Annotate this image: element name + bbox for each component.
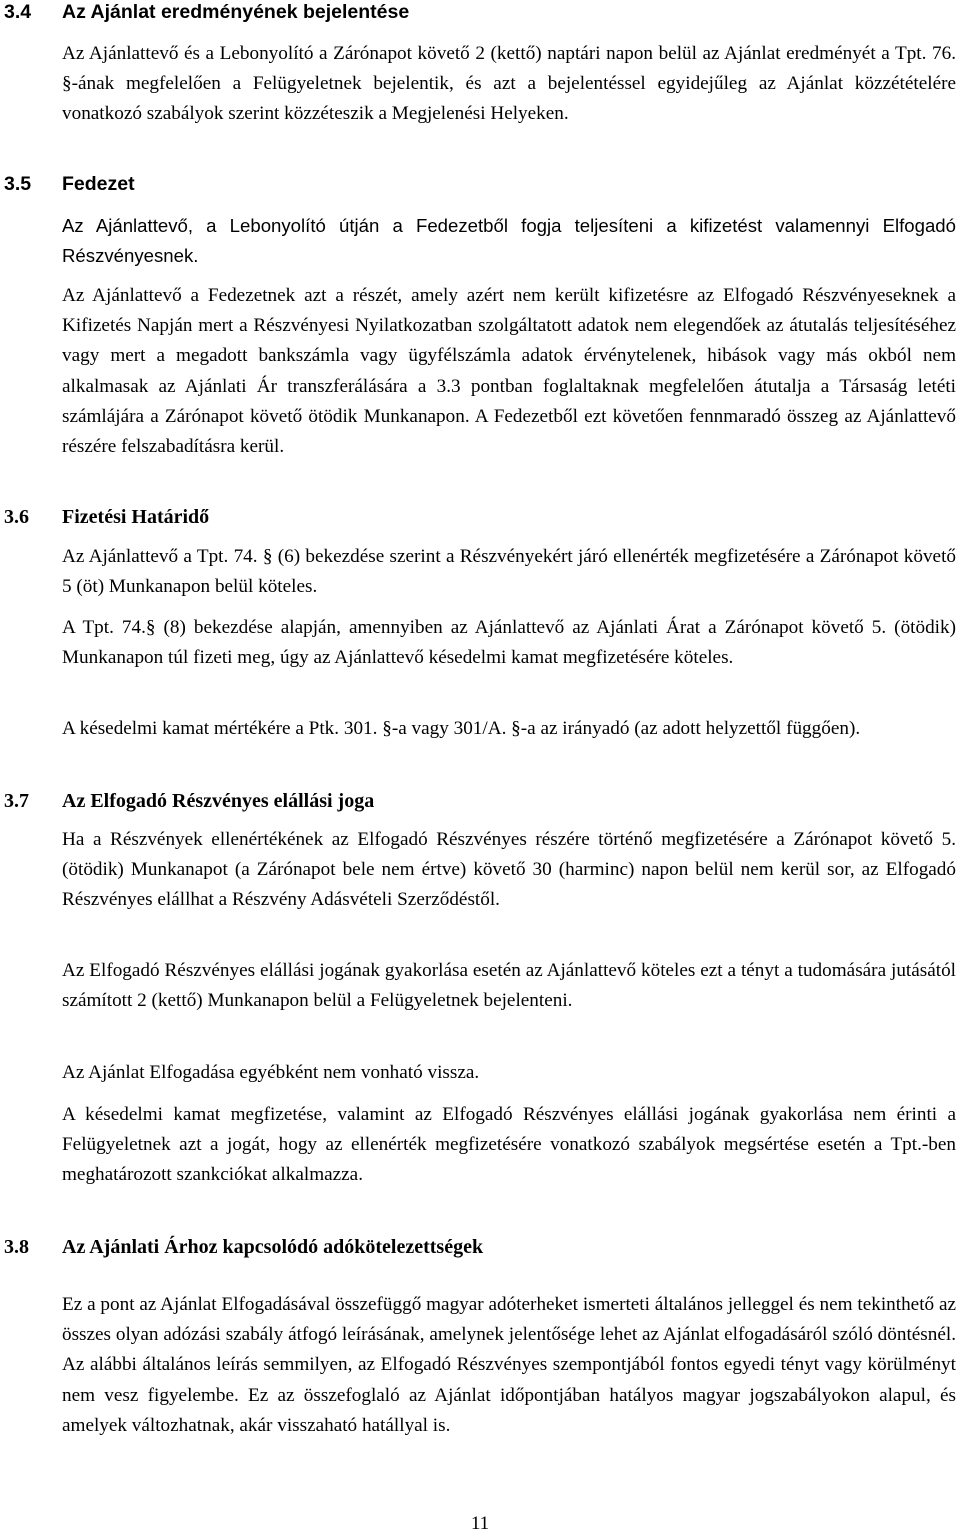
section-number: 3.6 <box>4 506 29 528</box>
section-title: Az Elfogadó Részvényes elállási joga <box>62 790 375 812</box>
paragraph: Az Ajánlattevő és a Lebonyolító a Zárónapot követő 2 (kettő) naptári napon belül az Ajánlat eredményét a Tpt. 76. §-ának megfelelően a Felügyeletnek bejelentik, és azt a bejelentéssel egyidejűleg az Ajánlat közzétételére vonatkozó szabályok szerint közzéteszik a Megjelenési Helyeken. <box>62 43 956 125</box>
section-heading-3-4 <box>4 0 409 24</box>
section-title: Az Ajánlati Árhoz kapcsolódó adókötelezettségek <box>62 1236 484 1258</box>
page-number: 11 <box>470 1513 490 1534</box>
section-heading-3-7 <box>4 789 374 813</box>
section-number: 3.7 <box>4 790 29 812</box>
section-title: Az Ajánlat eredményének bejelentése <box>62 1 410 23</box>
paragraph: A késedelmi kamat mértékére a Ptk. 301. §-a vagy 301/A. §-a az irányadó (az adott helyzettől függően). <box>62 718 861 739</box>
section-number: 3.8 <box>4 1236 29 1258</box>
section-heading-3-8 <box>4 1235 483 1259</box>
section-heading-3-5 <box>4 172 135 196</box>
paragraph: Ez a pont az Ajánlat Elfogadásával összefüggő magyar adóterheket ismerteti általános jelleggel és nem tekinthető az összes olyan adózási szabály átfogó leírásának, amelynek jelentősége lehet az Ajánlat elfogadásáról szóló döntésnél. Az alábbi általános leírás semmilyen, az Elfogadó Részvényes szempontjából fontos egyedi tényt vagy körülményt nem vesz figyelembe. Ez az összefoglaló az Ajánlat időpontjában hatályos magyar jogszabályokon alapul, és amelyek változhatnak, akár visszaható hatállyal is. <box>62 1294 956 1436</box>
section-number: 3.5 <box>4 173 32 195</box>
paragraph: A Tpt. 74.§ (8) bekezdése alapján, amennyiben az Ajánlattevő az Ajánlati Árat a Zárónapot követő 5. (ötödik) Munkanapon túl fizeti meg, úgy az Ajánlattevő késedelmi kamat megfizetésére köteles. <box>62 617 956 669</box>
section-number: 3.4 <box>4 1 32 23</box>
paragraph: Az Elfogadó Részvényes elállási jogának gyakorlása esetén az Ajánlattevő köteles ezt a tényt a tudomására jutásától számított 2 (kettő) Munkanapon belül a Felügyeletnek bejelenteni. <box>62 960 956 1012</box>
section-heading-3-6 <box>4 505 209 529</box>
paragraph: Az Ajánlattevő, a Lebonyolító útján a Fedezetből fogja teljesíteni a kifizetést valamennyi Elfogadó Részvényesnek. <box>62 215 956 267</box>
paragraph: Az Ajánlattevő a Tpt. 74. § (6) bekezdése szerint a Részvényekért járó ellenérték megfizetésére a Zárónapot követő 5 (öt) Munkanapon belül köteles. <box>62 546 956 598</box>
paragraph: A késedelmi kamat megfizetése, valamint az Elfogadó Részvényes elállási jogának gyakorlása nem érinti a Felügyeletnek azt a jogát, hogy az ellenérték megfizetésére vonatkozó szabályok megsértése esetén a Tpt.-ben meghatározott szankciókat alkalmazza. <box>62 1104 956 1186</box>
paragraph: Az Ajánlat Elfogadása egyébként nem vonható vissza. <box>62 1062 480 1083</box>
paragraph: Az Ajánlattevő a Fedezetnek azt a részét, amely azért nem került kifizetésre az Elfogadó Részvényeseknek a Kifizetés Napján mert a Részvényesi Nyilatkozatban szolgáltatott adatok nem elegendőek az átutalás teljesítéséhez vagy mert a megadott bankszámla vagy ügyfélszámla adatok érvénytelenek, hibások vagy más okból nem alkalmasak az Ajánlati Ár transzferálására a 3.3 pontban foglaltaknak megfelelően átutalja a Társaság letéti számlájára a Zárónapot követő ötödik Munkanapon. A Fedezetből ezt követően fennmaradó összeg az Ajánlattevő részére felszabadításra kerül. <box>62 285 956 458</box>
paragraph: Ha a Részvények ellenértékének az Elfogadó Részvényes részére történő megfizetésére a Zárónapot követő 5. (ötödik) Munkanapot (a Zárónapot bele nem értve) követő 30 (harminc) napon belül nem kerül sor, az Elfogadó Részvényes elállhat a Részvény Adásvételi Szerződéstől. <box>62 829 956 911</box>
section-title: Fizetési Határidő <box>62 506 210 528</box>
section-title: Fedezet <box>62 173 135 195</box>
